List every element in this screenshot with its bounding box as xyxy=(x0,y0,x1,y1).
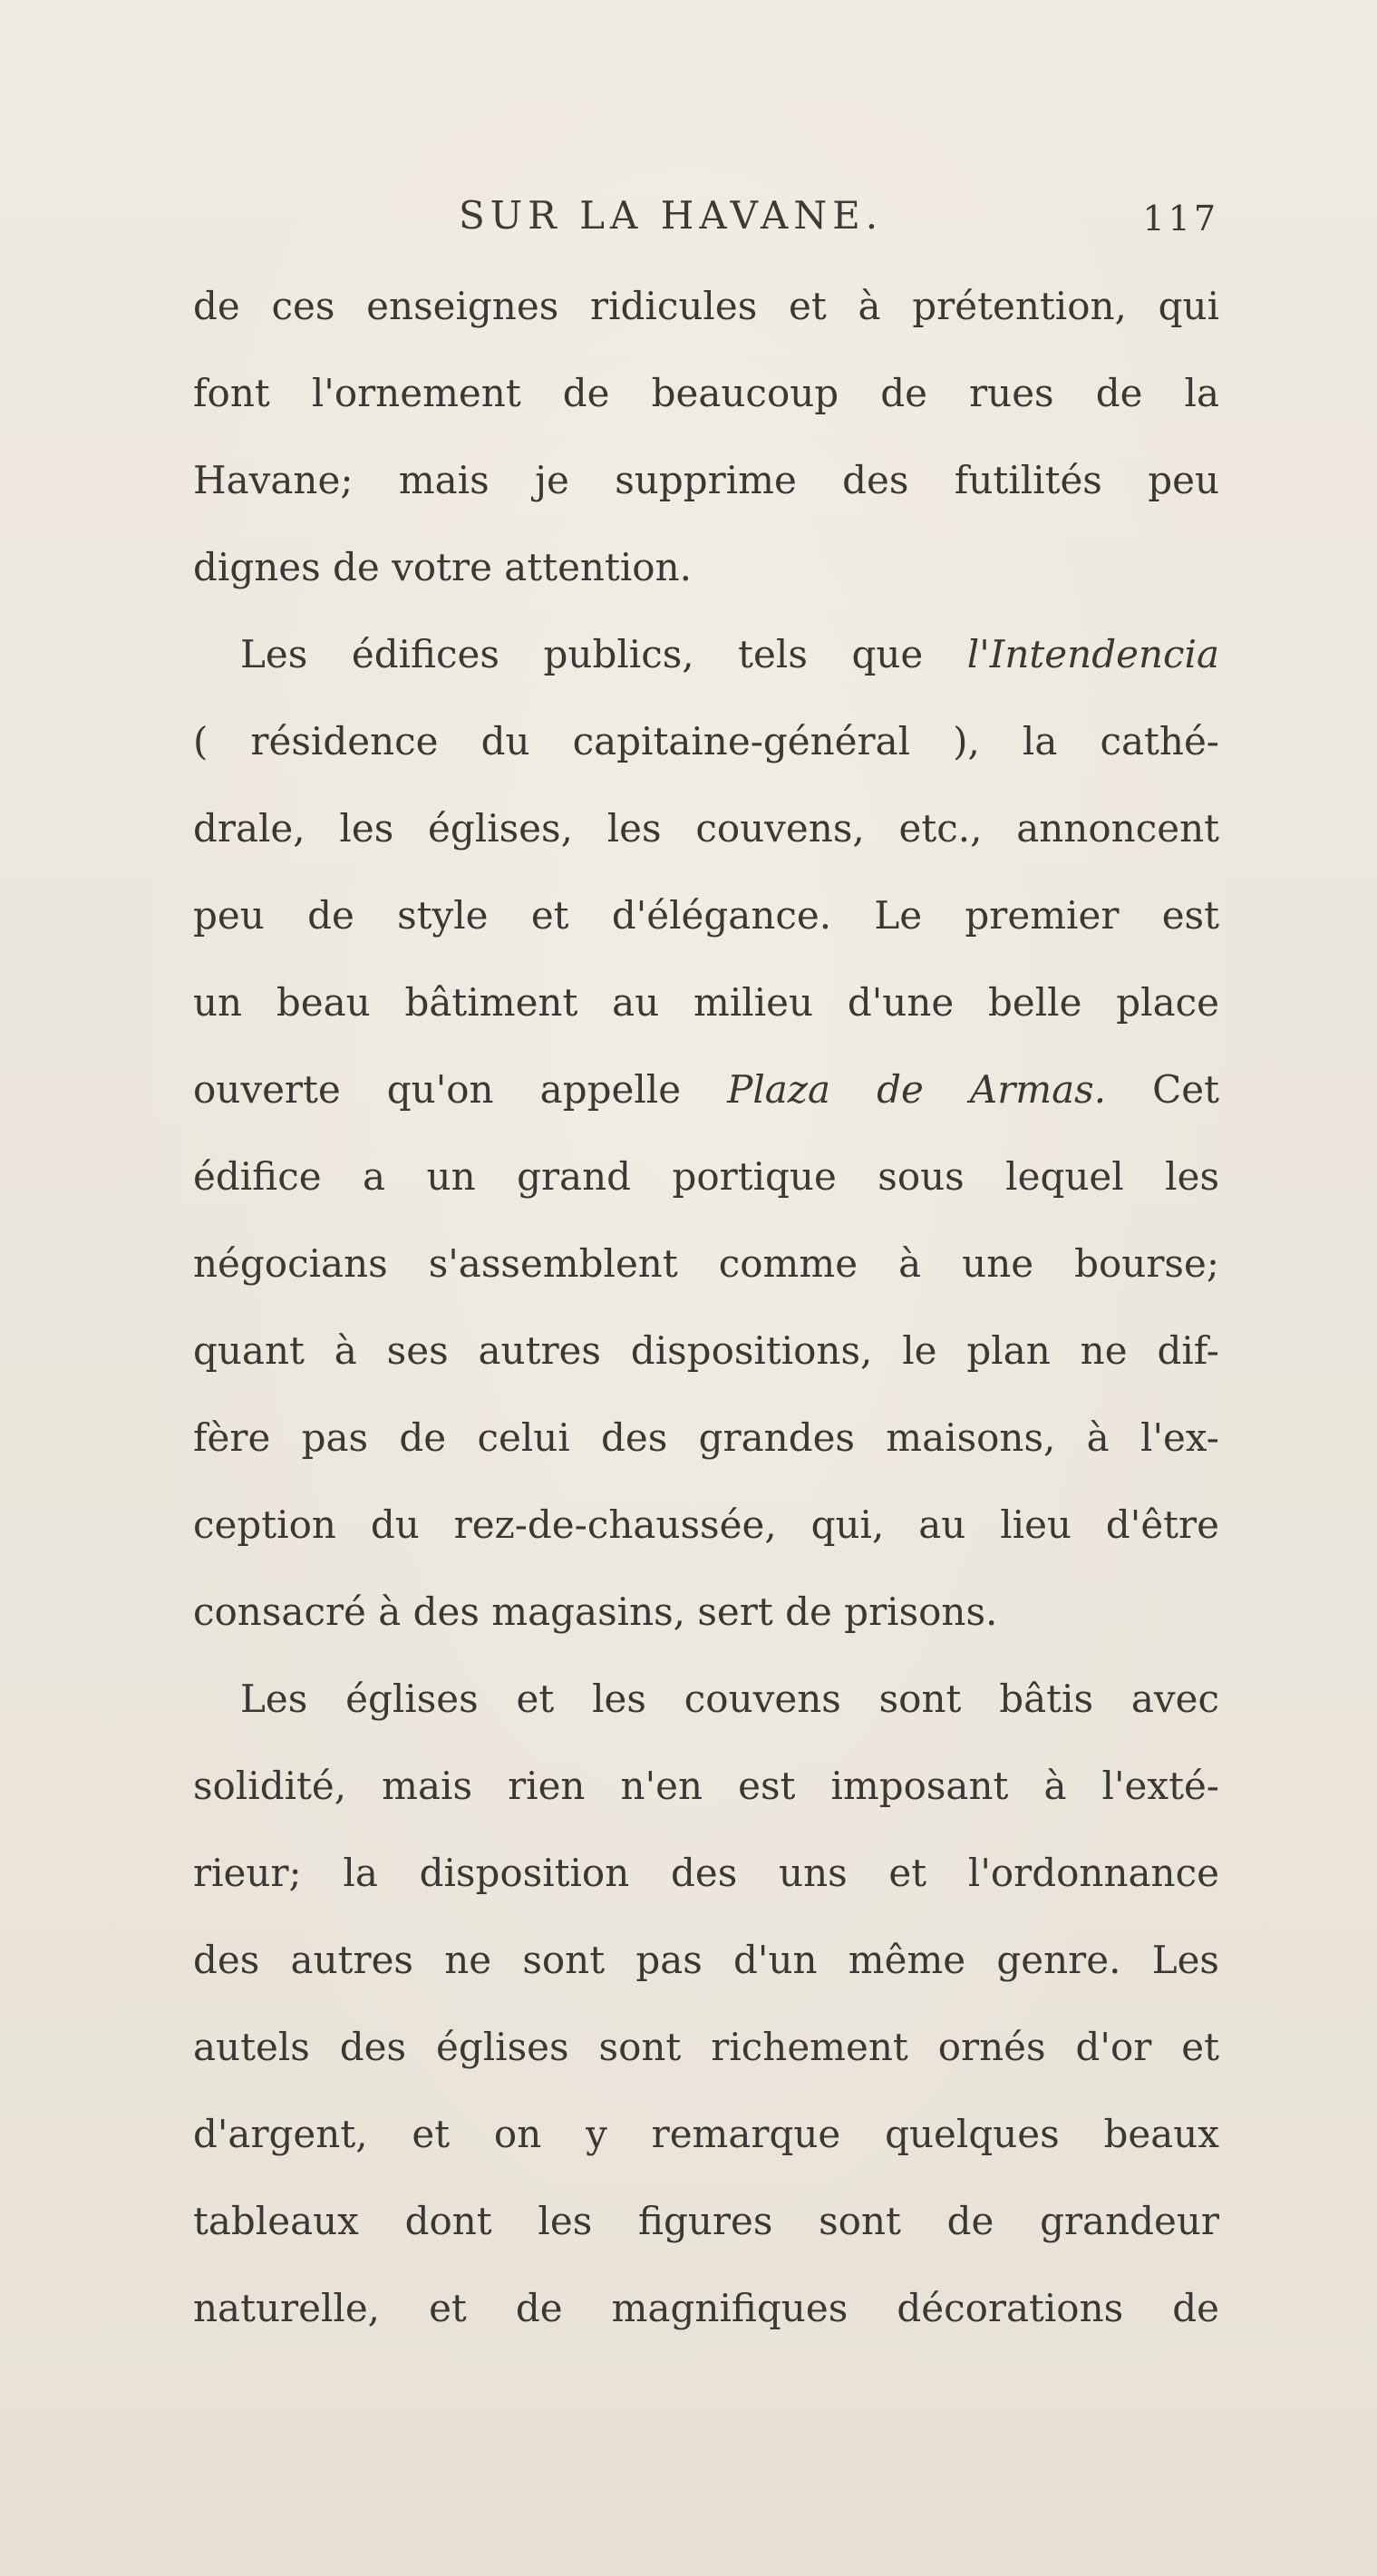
text-line: Les églises et les couvens sont bâtis avec xyxy=(240,1677,1219,1721)
text-line: Havane; mais je supprime des futilités peu xyxy=(193,458,1219,502)
text-line: consacré à des magasins, sert de prisons. xyxy=(193,1589,998,1634)
text-line: des autres ne sont pas d'un même genre. Les xyxy=(193,1938,1219,1982)
text-line: tableaux dont les figures sont de grandeur xyxy=(193,2199,1219,2243)
text-line: quant à ses autres dispositions, le plan ne dif- xyxy=(193,1328,1219,1373)
italic-term: l'Intendencia xyxy=(966,632,1219,676)
text-line: font l'ornement de beaucoup de rues de la xyxy=(193,371,1219,415)
text-segment: Cet xyxy=(1106,1067,1219,1112)
page-number: 117 xyxy=(1142,199,1219,238)
text-line xyxy=(193,1046,1219,1133)
text-line: fère pas de celui des grandes maisons, à l'ex- xyxy=(193,1415,1219,1460)
text-line: d'argent, et on y remarque quelques beaux xyxy=(193,2112,1219,2156)
text-line: autels des églises sont richement ornés d'or et xyxy=(193,2025,1219,2069)
text-line: négocians s'assemblent comme à une bourse; xyxy=(193,1241,1219,1286)
text-line: de ces enseignes ridicules et à prétention, qui xyxy=(193,284,1219,328)
text-segment: ouverte qu'on appelle xyxy=(193,1067,728,1112)
body-text xyxy=(193,263,1219,2352)
text-line: un beau bâtiment au milieu d'une belle place xyxy=(193,980,1219,1025)
text-line: solidité, mais rien n'en est imposant à l'exté- xyxy=(193,1764,1219,1808)
text-line: dignes de votre attention. xyxy=(193,545,692,589)
running-title: SUR LA HAVANE. xyxy=(459,193,884,238)
text-line: rieur; la disposition des uns et l'ordonnance xyxy=(193,1851,1219,1895)
text-line: peu de style et d'élégance. Le premier est xyxy=(193,893,1219,938)
text-line: édifice a un grand portique sous lequel les xyxy=(193,1154,1219,1199)
text-line: drale, les églises, les couvens, etc., annoncent xyxy=(193,806,1219,851)
text-line: ception du rez-de-chaussée, qui, au lieu d'être xyxy=(193,1502,1219,1547)
page-header xyxy=(193,186,1219,249)
text-line: naturelle, et de magnifiques décorations de xyxy=(193,2286,1219,2330)
text-segment: Les édifices publics, tels que xyxy=(240,632,967,676)
text-line: ( résidence du capitaine-général ), la cathé- xyxy=(193,719,1219,763)
text-line xyxy=(193,611,1219,698)
italic-term: Plaza de Armas. xyxy=(727,1067,1107,1112)
